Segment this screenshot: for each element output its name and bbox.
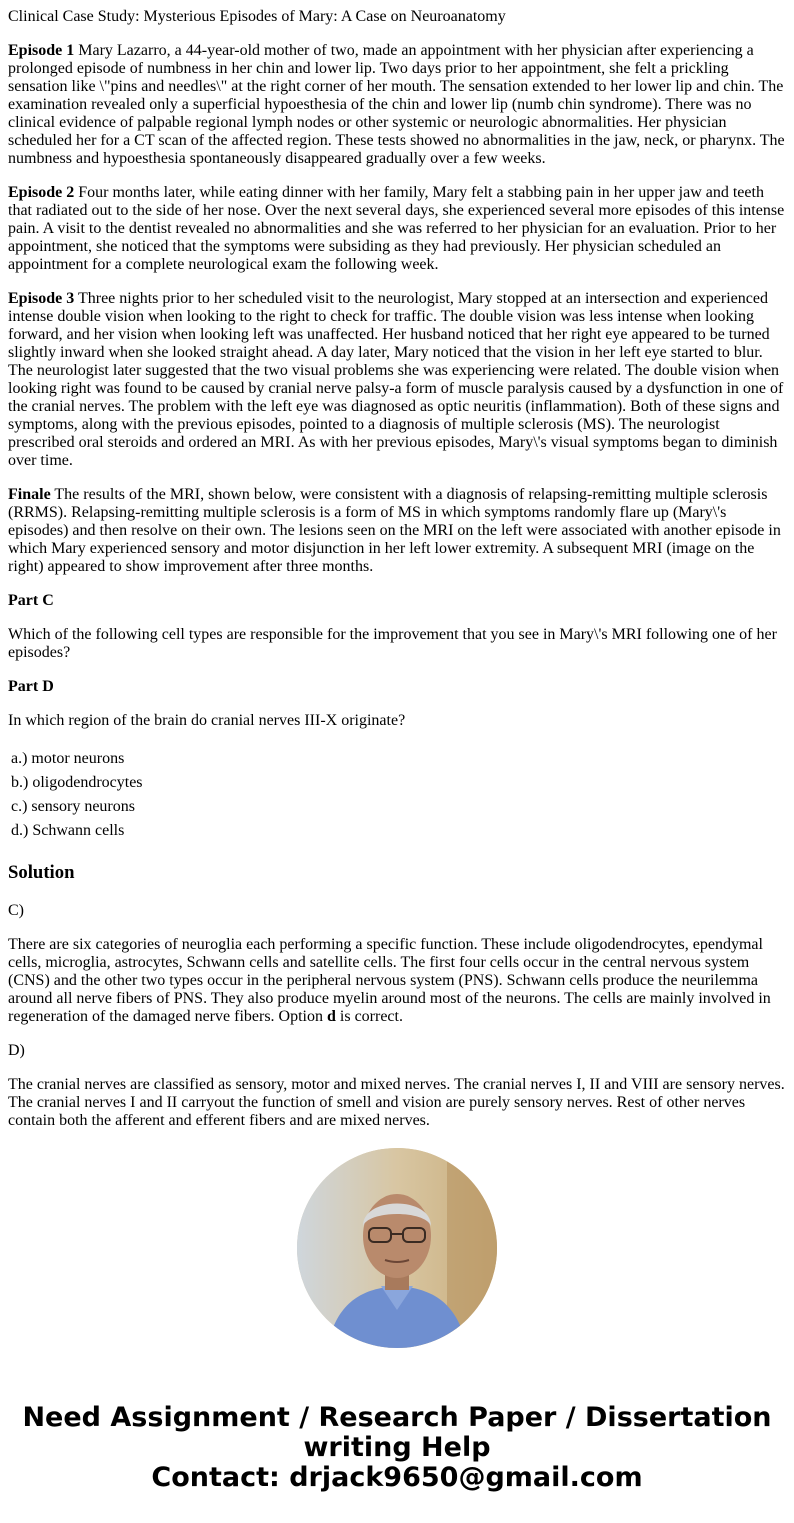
option-d: d.) Schwann cells [11, 822, 125, 839]
finale [8, 486, 786, 576]
episode-text: Mary Lazarro, a 44-year-old mother of two, made an appointment with her physician after experiencing a prolonged episode of numbness in her chin and lower lip. Two days prior to her appointment, she felt a prickling sensation like \"pins and needles\" at the right corner of her mouth. The sensation extended to her lower lip and chin. The examination revealed only a superficial hypoesthesia of the chin and lower lip (numb chin syndrome). There was no clinical evidence of palpable regional lymph nodes or other systemic or neurologic abnormalities. Her physician scheduled her for a CT scan of the affected region. These tests showed no abnormalities in the jaw, neck, or pharynx. The numbness and hypoesthesia spontaneously disappeared gradually over a few weeks. [8, 42, 785, 167]
solution-heading: Solution [8, 862, 75, 883]
episode-label: Episode 2 [8, 184, 75, 201]
promo-banner [0, 1403, 794, 1493]
option-b: b.) oligodendrocytes [11, 774, 143, 791]
page-title: Clinical Case Study: Mysterious Episodes of Mary: A Case on Neuroanatomy [8, 8, 506, 25]
option-a: a.) motor neurons [11, 750, 125, 767]
solution-c-answer: d [326, 1008, 336, 1025]
avatar-container [8, 1148, 786, 1348]
option-row [10, 772, 144, 794]
option-row [10, 748, 144, 770]
episode-3 [8, 290, 786, 470]
solution-c-label: C) [8, 902, 24, 919]
episode-label: Episode 3 [8, 290, 75, 307]
option-row [10, 796, 144, 818]
solution-d-text: The cranial nerves are classified as sensory, motor and mixed nerves. The cranial nerves I, II and VIII are sensory nerves. The cranial nerves I and II carryout the function of smell and vision are purely sensory nerves. Rest of other nerves contain both the afferent and efferent fibers and are mixed nerves. [8, 1076, 785, 1129]
part-d-label: Part D [8, 678, 54, 695]
part-d-question: In which region of the brain do cranial nerves III-X originate? [8, 712, 406, 729]
episode-2 [8, 184, 786, 274]
promo-line-2: writing Help [303, 1432, 491, 1463]
solution-d-label: D) [8, 1042, 25, 1059]
finale-text: The results of the MRI, shown below, were consistent with a diagnosis of relapsing-remitting multiple sclerosis (RRMS). Relapsing-remitting multiple sclerosis is a form of MS in which symptoms randomly flare up (Mary\'s episodes) and then resolve on their own. The lesions seen on the MRI on the left were associated with another episode in which Mary experienced sensory and motor disjunction in her left lower extremity. A subsequent MRI (image on the right) appeared to show improvement after three months. [8, 486, 781, 575]
episode-text: Three nights prior to her scheduled visit to the neurologist, Mary stopped at an intersection and experienced intense double vision when looking to the right to check for traffic. The double vision was less intense when looking forward, and her vision when looking left was unaffected. Her husband noticed that her right eye appeared to be turned slightly inward when she looked straight ahead. A day later, Mary noticed that the vision in her left eye started to blur. The neurologist later suggested that the two visual problems she was experiencing were related. The double vision when looking right was found to be caused by cranial nerve palsy-a form of muscle paralysis caused by a dysfunction in one of the cranial nerves. The problem with the left eye was diagnosed as optic neuritis (inflammation). Both of these signs and symptoms, along with the previous episodes, pointed to a diagnosis of multiple sclerosis (MS). The neurologist prescribed oral steroids and ordered an MRI. As with her previous episodes, Mary\'s visual symptoms began to diminish over time. [8, 290, 784, 469]
episode-text: Four months later, while eating dinner with her family, Mary felt a stabbing pain in her upper jaw and teeth that radiated out to the side of her nose. Over the next several days, she experienced several more episodes of this intense pain. A visit to the dentist revealed no abnormalities and she was referred to her physician for an evaluation. Prior to her appointment, she noticed that the symptoms were subsiding as they had previously. Her physician scheduled an appointment for a complete neurological exam the following week. [8, 184, 785, 273]
part-c-heading [8, 592, 786, 610]
avatar-portrait [297, 1148, 497, 1348]
solution-c-text-after: is correct. [335, 1008, 403, 1025]
episode-label: Episode 1 [8, 42, 75, 59]
episode-1 [8, 42, 786, 168]
solution-c-text-before: There are six categories of neuroglia each performing a specific function. These include oligodendrocytes, ependymal cells, microglia, astrocytes, Schwann cells and satellite cells. The first four cells occur in the central nervous system (CNS) and the other two types occur in the peripheral nervous system (PNS). Schwann cells produce the neurilemma around all nerve fibers of PNS. They also produce myelin around most of the neurons. The cells are mainly involved in regeneration of the damaged nerve fibers. Option [8, 936, 771, 1025]
avatar [297, 1148, 497, 1348]
solution-c-text [8, 936, 786, 1026]
finale-label: Finale [8, 486, 51, 503]
option-c: c.) sensory neurons [11, 798, 135, 815]
part-c-label: Part C [8, 592, 54, 609]
answer-options [8, 746, 146, 844]
promo-line-1: Need Assignment / Research Paper / Dissertation [22, 1402, 772, 1433]
option-row [10, 820, 144, 842]
promo-contact: Contact: drjack9650@gmail.com [151, 1462, 643, 1493]
part-d-heading [8, 678, 786, 696]
part-c-question: Which of the following cell types are responsible for the improvement that you see in Mary\'s MRI following one of her episodes? [8, 626, 777, 661]
